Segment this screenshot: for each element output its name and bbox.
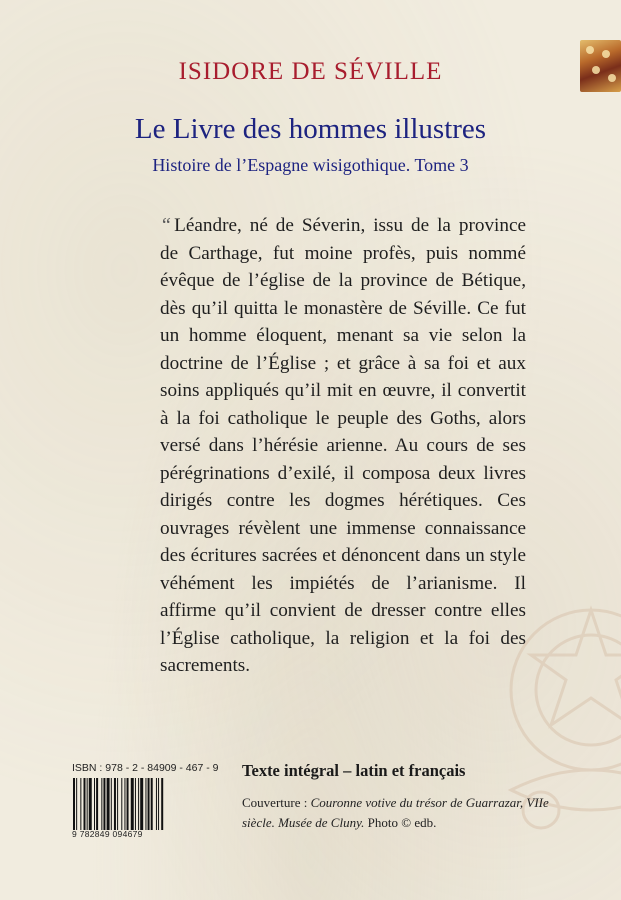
book-title: Le Livre des hommes illustres [134,113,487,145]
excerpt-text: Léandre, né de Séverin, issu de la province de Carthage, fut moine profès, puis nommé évêque de l’église de la province de Bétique, dès qu’il quitta le monastère de Séville. Ce fut un homme éloquent, menant sa vie selon la doctrine de l’Église ; et grâce à sa foi et aux soins appliqués qu’il mit en œuvre, il convertit à la foi catholique le peuple des Goths, alors versé dans l’hérésie arienne. Au cours de ses pérégrinations d’exilé, il composa deux livres dirigés contre les dogmes hérétiques. Ces ouvrages révèlent une immense connaissance des écritures sacrées et dénoncent dans un style véhément les impiétés de l’arianisme. Il affirme qu’il convient de dresser contre elles l’Église catholique, la religion et la foi des sacrements. [160,215,526,676]
cover-credit-suffix: Photo © edb. [364,815,437,830]
isbn-label: ISBN : 978 - 2 - 84909 - 467 - 9 [72,762,219,774]
excerpt-quote [160,212,526,680]
cover-credit-prefix: Couverture : [242,795,311,810]
barcode [72,778,230,830]
cover-credit [242,793,572,833]
edition-note: Texte intégral – latin et français [242,761,466,780]
author-name: ISIDORE DE SÉVILLE [178,58,443,85]
book-subtitle: Histoire de l’Espagne wisigothique. Tome 3 [152,155,469,175]
cover-credit-work: Couronne votive du trésor de Guarrazar, VIIe siècle. Musée de Cluny. [242,795,549,830]
barcode-digits: 9 782849 094679 [72,829,143,839]
quote-mark: “ [160,214,172,236]
